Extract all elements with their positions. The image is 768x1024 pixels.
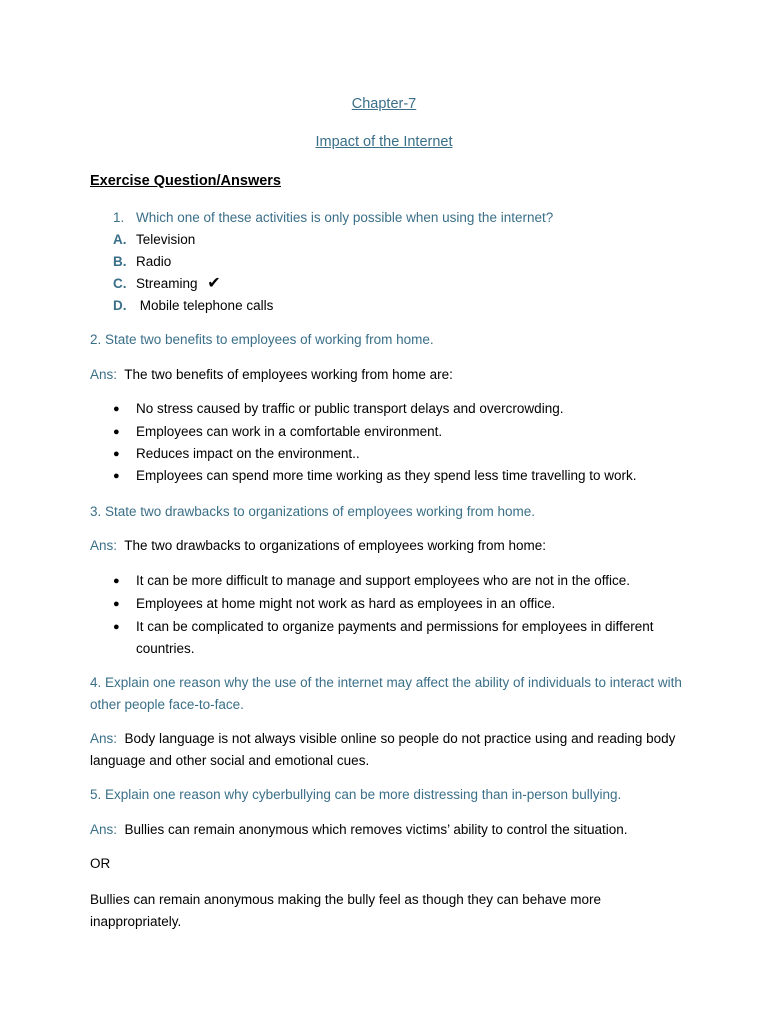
ans-label: Ans:: [90, 367, 118, 382]
q3-text: 3. State two drawbacks to organizations of employees working from home.: [90, 504, 535, 519]
check-mark-icon: ✔: [207, 275, 221, 292]
bullet-icon: ●: [113, 426, 120, 438]
or-separator: OR: [90, 856, 111, 871]
ans-label: Ans:: [90, 731, 118, 746]
bullet-text: Employees can spend more time working as they spend less time travelling to work.: [136, 468, 637, 483]
bullet-icon: ●: [113, 621, 120, 633]
option-text: Radio: [136, 254, 172, 269]
option-c-wrapper: [136, 273, 221, 295]
bullet-text: It can be complicated to organize payments and permissions for employees in different countries.: [136, 619, 654, 656]
option-letter: B.: [113, 254, 127, 269]
bullet-icon: ●: [113, 470, 120, 482]
section-heading: Exercise Question/Answers: [90, 173, 281, 189]
q1-number: 1.: [113, 210, 125, 225]
q2-answer: [90, 364, 685, 386]
q5-answer: [90, 819, 685, 841]
bullet-icon: ●: [113, 575, 120, 587]
option-letter: C.: [113, 276, 127, 291]
bullet-text: Employees can work in a comfortable environment.: [136, 424, 443, 439]
bullet-icon: ●: [113, 598, 120, 610]
q2-text: 2. State two benefits to employees of working from home.: [90, 332, 434, 347]
chapter-heading: Chapter-7: [351, 96, 417, 112]
option-text: Streaming: [136, 276, 198, 291]
bullet-text: Reduces impact on the environment..: [136, 446, 360, 461]
bullet-text: Employees at home might not work as hard as employees in an office.: [136, 596, 556, 611]
answer-text: The two benefits of employees working from home are:: [124, 367, 453, 382]
answer-text: Bullies can remain anonymous which removes victims’ ability to control the situation.: [124, 822, 628, 837]
q4-text: 4. Explain one reason why the use of the internet may affect the ability of individuals to interact with other people face-to-face.: [90, 675, 682, 712]
option-text: Television: [136, 232, 196, 247]
bullet-text: No stress caused by traffic or public transport delays and overcrowding.: [136, 401, 564, 416]
q3-answer: [90, 535, 685, 557]
page-title: Impact of the Internet: [315, 134, 453, 150]
q1-text: Which one of these activities is only possible when using the internet?: [136, 210, 554, 225]
option-letter: D.: [113, 298, 127, 313]
ans-label: Ans:: [90, 822, 118, 837]
bullet-icon: ●: [113, 448, 120, 460]
q5-text: 5. Explain one reason why cyberbullying can be more distressing than in-person bullying.: [90, 787, 622, 802]
answer-text: Body language is not always visible online so people do not practice using and reading body language and other social and emotional cues.: [90, 731, 676, 768]
q5-alt-answer: Bullies can remain anonymous making the bully feel as though they can behave more inappropriately.: [90, 892, 602, 929]
option-letter: A.: [113, 232, 127, 247]
q4-answer: [90, 728, 685, 772]
bullet-text: It can be more difficult to manage and support employees who are not in the office.: [136, 573, 631, 588]
answer-text: The two drawbacks to organizations of employees working from home:: [124, 538, 546, 553]
option-text: Mobile telephone calls: [136, 298, 274, 313]
bullet-icon: ●: [113, 403, 120, 415]
ans-label: Ans:: [90, 538, 118, 553]
